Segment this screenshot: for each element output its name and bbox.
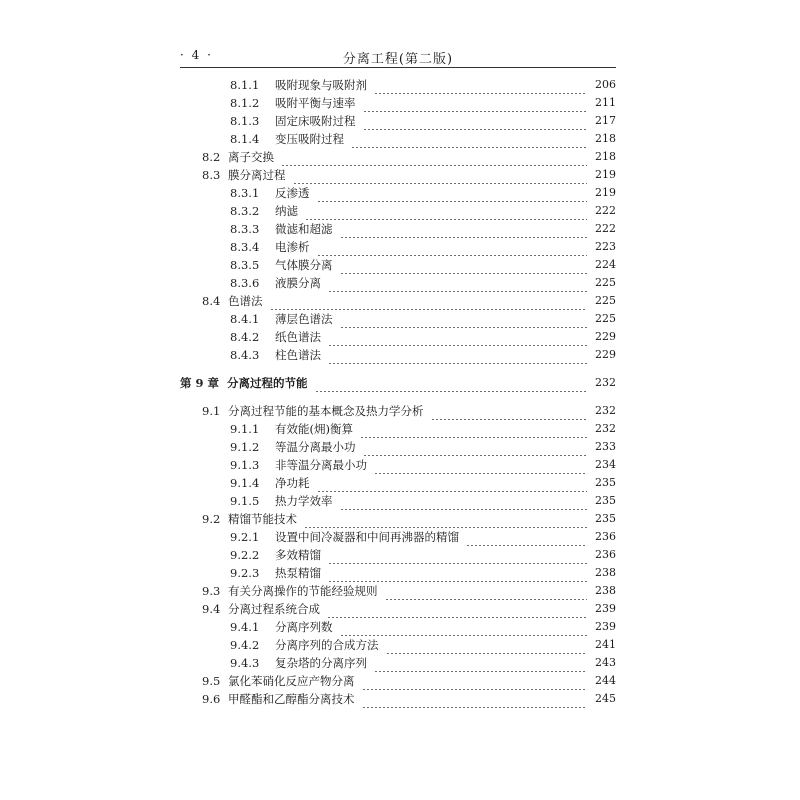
- dot-leader: [305, 202, 587, 220]
- toc-entry: [230, 112, 616, 130]
- toc-entry-title: 复杂塔的分离序列: [275, 656, 367, 670]
- toc-entry: [230, 654, 616, 672]
- toc-entry-number: 9.4.3: [230, 656, 260, 670]
- dot-leader: [317, 474, 588, 492]
- toc-entry: [202, 402, 616, 420]
- toc-entry-number: 8.3.1: [230, 186, 260, 200]
- toc-entry-title: 有关分离操作的节能经验规则: [228, 584, 378, 598]
- toc-entry: [230, 546, 616, 564]
- dot-leader: [362, 690, 588, 708]
- toc-entry-title: 离子交换: [228, 150, 274, 164]
- dot-leader: [328, 274, 587, 292]
- dot-leader: [466, 528, 587, 546]
- header-divider: [180, 67, 616, 68]
- dot-leader: [328, 564, 587, 582]
- toc-entry: [202, 292, 616, 310]
- toc-entry-page: 239: [595, 620, 616, 633]
- dot-leader: [304, 510, 587, 528]
- dot-leader: [317, 238, 588, 256]
- toc-entry: [230, 274, 616, 292]
- toc-entry-page: 219: [595, 186, 616, 199]
- toc-entry: [230, 346, 616, 364]
- dot-leader: [340, 256, 588, 274]
- toc-entry-page: 232: [595, 422, 616, 435]
- toc-entry-page: 239: [595, 602, 616, 615]
- toc-entry-page: 236: [595, 530, 616, 543]
- dot-leader: [328, 546, 587, 564]
- dot-leader: [281, 148, 587, 166]
- dot-leader: [363, 112, 588, 130]
- toc-entry-title: 气体膜分离: [275, 258, 333, 272]
- toc-entry-title: 净功耗: [275, 476, 310, 490]
- toc-entry-number: 8.1.4: [230, 132, 260, 146]
- toc-entry: [230, 528, 616, 546]
- toc-entry-page: 235: [595, 494, 616, 507]
- toc-entry: [202, 166, 616, 184]
- toc-entry-title: 变压吸附过程: [275, 132, 344, 146]
- page-header: [180, 48, 616, 68]
- dot-leader: [431, 402, 588, 420]
- toc-entry-title: 设置中间冷凝器和中间再沸器的精馏: [275, 530, 459, 544]
- toc-entry: [202, 600, 616, 618]
- dot-leader: [374, 456, 587, 474]
- toc-entry: [202, 148, 616, 166]
- toc-entry-number: 9.4.2: [230, 638, 260, 652]
- dot-leader: [340, 220, 588, 238]
- dot-leader: [293, 166, 588, 184]
- dot-leader: [340, 492, 588, 510]
- toc-entry-title: 甲醛酯和乙醇酯分离技术: [228, 692, 355, 706]
- toc-entry: [230, 636, 616, 654]
- toc-entry-page: 235: [595, 512, 616, 525]
- toc-entry-number: 8.1.1: [230, 78, 260, 92]
- toc-entry-number: 9.2: [202, 512, 221, 526]
- toc-entry-number: 8.1.2: [230, 96, 260, 110]
- toc-entry-page: 244: [595, 674, 616, 687]
- toc-entry-page: 243: [595, 656, 616, 669]
- toc-entry-title: 柱色谱法: [275, 348, 321, 362]
- toc-entry-title: 分离过程系统合成: [228, 602, 320, 616]
- toc-entry: [230, 202, 616, 220]
- toc-entry-title: 非等温分离最小功: [275, 458, 367, 472]
- toc-entry-number: 8.3: [202, 168, 221, 182]
- toc-entry-number: 8.3.2: [230, 204, 260, 218]
- toc-entry-number: 8.1.3: [230, 114, 260, 128]
- toc-entry-number: 9.5: [202, 674, 221, 688]
- toc-entry-number: 8.3.4: [230, 240, 260, 254]
- toc-entry-number: 9.1.4: [230, 476, 260, 490]
- toc-entry-page: 232: [595, 376, 616, 389]
- dot-leader: [374, 654, 587, 672]
- toc-entry-page: 206: [595, 78, 616, 91]
- toc-entry-title: 有效能(㶲)衡算: [275, 422, 353, 436]
- toc-entry-title: 液膜分离: [275, 276, 321, 290]
- toc-entry: [230, 328, 616, 346]
- toc-entry-number: 8.3.3: [230, 222, 260, 236]
- dot-leader: [328, 328, 587, 346]
- toc-entry-number: 9.2.2: [230, 548, 260, 562]
- toc-entry: [230, 238, 616, 256]
- toc-entry: [230, 76, 616, 94]
- toc-entry-page: 238: [595, 584, 616, 597]
- toc-entry-page: 218: [595, 132, 616, 145]
- book-title: 分离工程(第二版): [342, 52, 454, 67]
- toc-entry-title: 色谱法: [228, 294, 263, 308]
- toc-entry-title: 热力学效率: [275, 494, 333, 508]
- toc-entry-title: 分离序列的合成方法: [275, 638, 379, 652]
- dot-leader: [328, 346, 587, 364]
- toc-entry-number: 8.2: [202, 150, 221, 164]
- toc-entry: [202, 672, 616, 690]
- dot-leader: [374, 76, 587, 94]
- toc-entry-number: 9.1: [202, 404, 221, 418]
- toc-entry-title: 薄层色谱法: [275, 312, 333, 326]
- toc-entry-page: 218: [595, 150, 616, 163]
- toc-entry: [202, 582, 616, 600]
- toc-entry-page: 229: [595, 348, 616, 361]
- toc-entry-number: 第 9 章: [180, 376, 220, 390]
- toc-entry: [202, 690, 616, 708]
- toc-entry-page: 211: [595, 96, 616, 109]
- toc-entry-title: 分离过程节能的基本概念及热力学分析: [228, 404, 424, 418]
- dot-leader: [327, 600, 587, 618]
- toc-entry-number: 8.4.3: [230, 348, 260, 362]
- toc-entry-page: 225: [595, 294, 616, 307]
- dot-leader: [315, 374, 588, 392]
- page-number: · 4 ·: [180, 48, 213, 62]
- dot-leader: [351, 130, 587, 148]
- toc-entry-title: 固定床吸附过程: [275, 114, 356, 128]
- toc-entry-page: 233: [595, 440, 616, 453]
- toc-entry-page: 235: [595, 476, 616, 489]
- dot-leader: [385, 582, 588, 600]
- toc-entry-title: 电渗析: [275, 240, 310, 254]
- toc-entry-number: 9.1.1: [230, 422, 260, 436]
- toc-entry-title: 反渗透: [275, 186, 310, 200]
- toc-entry: [230, 310, 616, 328]
- toc-entry-number: 9.1.3: [230, 458, 260, 472]
- toc-entry-number: 8.3.5: [230, 258, 260, 272]
- dot-leader: [362, 672, 588, 690]
- toc-entry-title: 微滤和超滤: [275, 222, 333, 236]
- toc-entry-number: 9.6: [202, 692, 221, 706]
- toc-entry: [230, 130, 616, 148]
- toc-entry-number: 9.1.5: [230, 494, 260, 508]
- toc-entry-page: 236: [595, 548, 616, 561]
- toc-entry-page: 225: [595, 276, 616, 289]
- dot-leader: [340, 618, 588, 636]
- dot-leader: [270, 292, 588, 310]
- toc-entry-page: 245: [595, 692, 616, 705]
- toc-entry-title: 纸色谱法: [275, 330, 321, 344]
- toc-entry-page: 232: [595, 404, 616, 417]
- toc-entry: [230, 438, 616, 456]
- toc-entry: [230, 256, 616, 274]
- toc-entry: [230, 94, 616, 112]
- toc-entry: [230, 474, 616, 492]
- toc-entry-title: 纳滤: [275, 204, 298, 218]
- toc-entry-number: 9.4: [202, 602, 221, 616]
- toc-entry: [230, 456, 616, 474]
- toc-entry-title: 等温分离最小功: [275, 440, 356, 454]
- toc-entry-page: 222: [595, 222, 616, 235]
- toc-entry-page: 241: [595, 638, 616, 651]
- toc-entry-page: 224: [595, 258, 616, 271]
- toc-entry-number: 8.4: [202, 294, 221, 308]
- toc-entry: [230, 492, 616, 510]
- toc-entry-title: 分离序列数: [275, 620, 333, 634]
- toc-entry-page: 225: [595, 312, 616, 325]
- toc-entry-page: 229: [595, 330, 616, 343]
- toc-entry-number: 9.4.1: [230, 620, 260, 634]
- toc-entry: [230, 220, 616, 238]
- toc-entry-title: 热泵精馏: [275, 566, 321, 580]
- toc-entry-title: 分离过程的节能: [227, 376, 308, 390]
- toc-entry-page: 223: [595, 240, 616, 253]
- toc-entry: [230, 618, 616, 636]
- dot-leader: [360, 420, 587, 438]
- toc-entry-page: 238: [595, 566, 616, 579]
- toc-entry-number: 8.4.2: [230, 330, 260, 344]
- toc-entry-title: 吸附平衡与速率: [275, 96, 356, 110]
- toc-entry-page: 222: [595, 204, 616, 217]
- toc-entry-page: 234: [595, 458, 616, 471]
- dot-leader: [363, 438, 588, 456]
- dot-leader: [340, 310, 588, 328]
- toc-entry-page: 217: [595, 114, 616, 127]
- toc-entry-number: 9.2.1: [230, 530, 260, 544]
- toc-entry-number: 8.3.6: [230, 276, 260, 290]
- toc-entry-title: 多效精馏: [275, 548, 321, 562]
- toc-entry-number: 9.2.3: [230, 566, 260, 580]
- toc-entry-title: 吸附现象与吸附剂: [275, 78, 367, 92]
- toc-entry: [230, 564, 616, 582]
- toc-chapter-entry: [180, 374, 616, 392]
- toc-entry: [230, 420, 616, 438]
- dot-leader: [363, 94, 588, 112]
- toc-entry-page: 219: [595, 168, 616, 181]
- dot-leader: [317, 184, 588, 202]
- toc-entry-number: 9.3: [202, 584, 221, 598]
- toc-entry-number: 8.4.1: [230, 312, 260, 326]
- toc-entry-title: 氯化苯硝化反应产物分离: [228, 674, 355, 688]
- toc-entry: [230, 184, 616, 202]
- toc-entry-title: 膜分离过程: [228, 168, 286, 182]
- toc-entry-title: 精馏节能技术: [228, 512, 297, 526]
- toc-entry: [202, 510, 616, 528]
- dot-leader: [386, 636, 588, 654]
- toc-entry-number: 9.1.2: [230, 440, 260, 454]
